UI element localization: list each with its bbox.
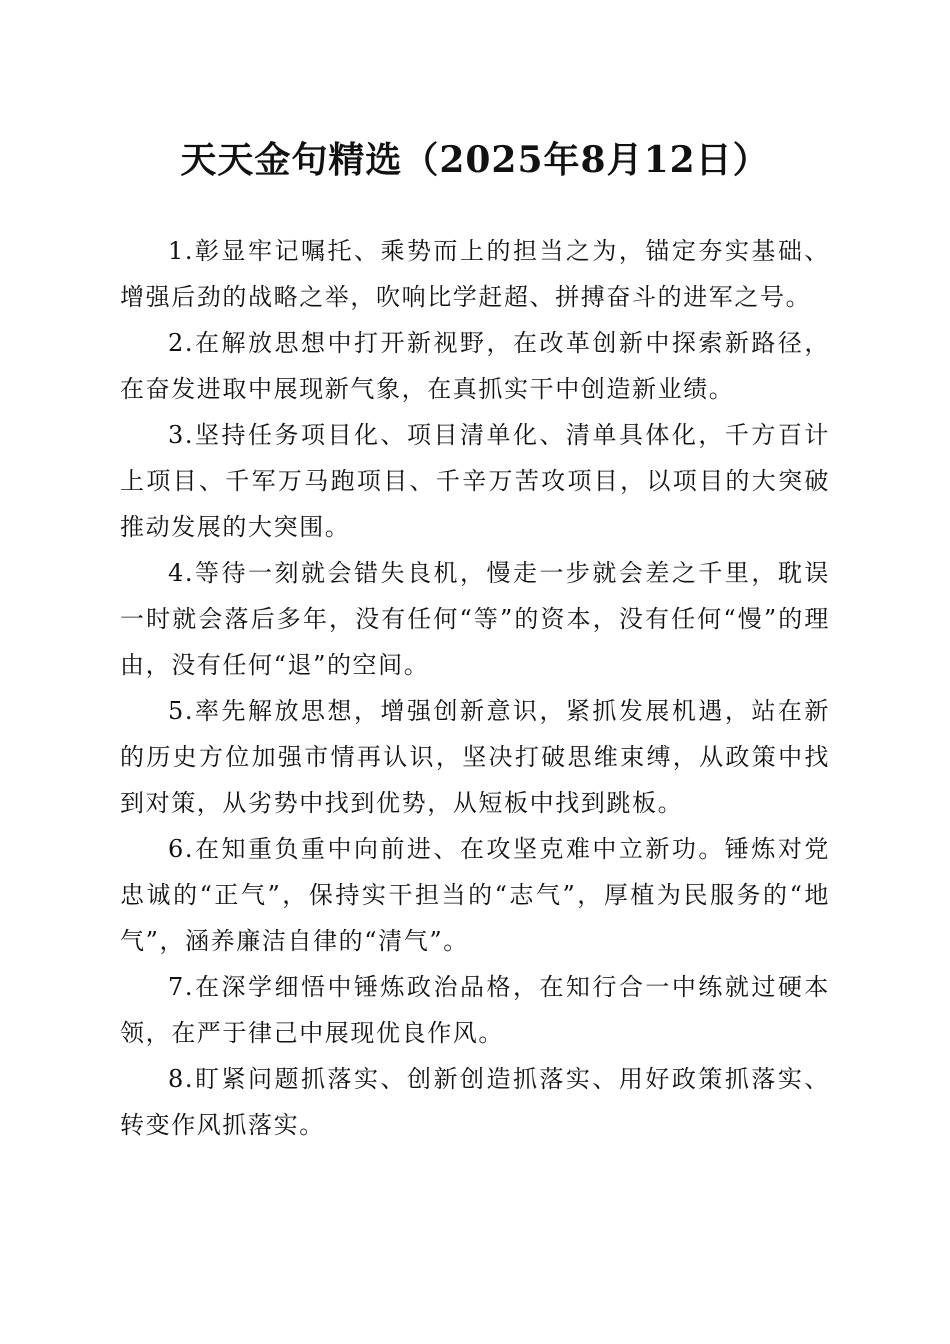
- quote-item-1: 1.彰显牢记嘱托、乘势而上的担当之为，锚定夯实基础、增强后劲的战略之举，吹响比学赶超、拼搏奋斗的进军之号。: [120, 237, 830, 311]
- quote-item-3: 3.坚持任务项目化、项目清单化、清单具体化，千方百计上项目、千军万马跑项目、千辛万苦攻项目，以项目的大突破推动发展的大突围。: [120, 421, 830, 541]
- quote-item-8: 8.盯紧问题抓落实、创新创造抓落实、用好政策抓落实、转变作风抓落实。: [120, 1065, 830, 1139]
- document-body: [120, 228, 830, 1148]
- quote-item-4: 4.等待一刻就会错失良机，慢走一步就会差之千里，耽误一时就会落后多年，没有任何“等”的资本，没有任何“慢”的理由，没有任何“退”的空间。: [120, 559, 830, 679]
- quote-item-2: 2.在解放思想中打开新视野，在改革创新中探索新路径，在奋发进取中展现新气象，在真抓实干中创造新业绩。: [120, 329, 830, 403]
- quote-item-5: 5.率先解放思想，增强创新意识，紧抓发展机遇，站在新的历史方位加强市情再认识，坚决打破思维束缚，从政策中找到对策，从劣势中找到优势，从短板中找到跳板。: [120, 697, 830, 817]
- quote-item-7: 7.在深学细悟中锤炼政治品格，在知行合一中练就过硬本领，在严于律己中展现优良作风。: [120, 973, 830, 1047]
- page-title: 天天金句精选（2025年8月12日）: [180, 139, 770, 181]
- quote-item-6: 6.在知重负重中向前进、在攻坚克难中立新功。锤炼对党忠诚的“正气”，保持实干担当的“志气”，厚植为民服务的“地气”，涵养廉洁自律的“清气”。: [120, 835, 830, 955]
